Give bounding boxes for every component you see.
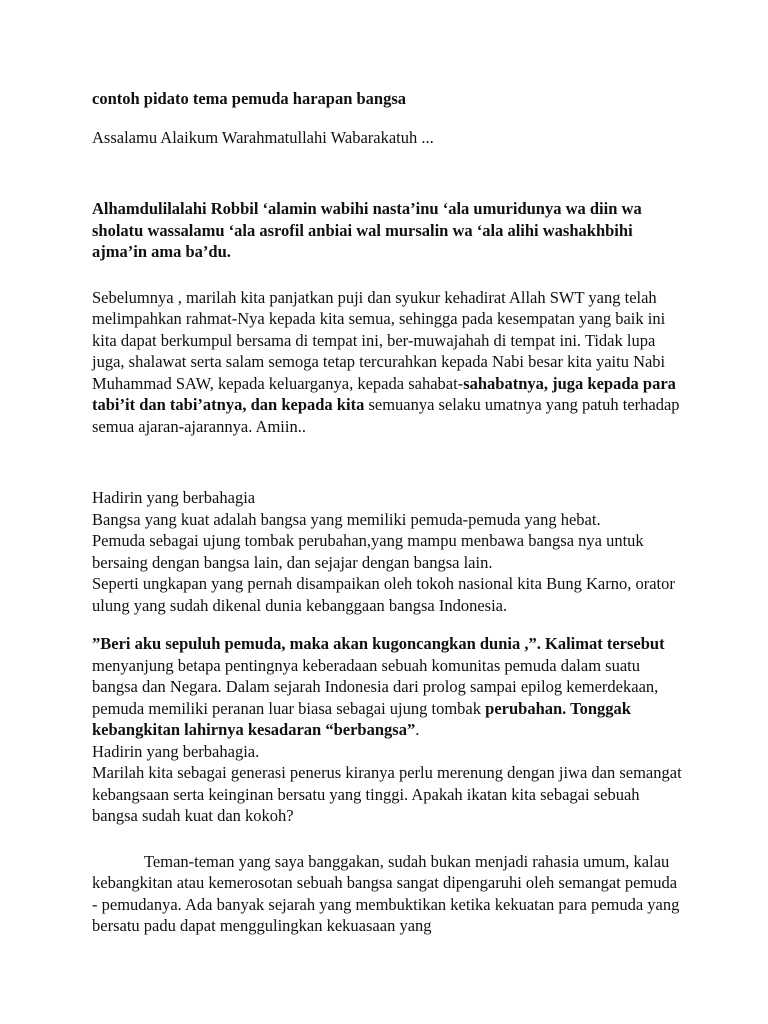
paragraph-3: Marilah kita sebagai generasi penerus kiranya perlu merenung dengan jiwa dan semangat kebangsaan serta keinginan bersatu yang tinggi. Apakah ikatan kita sebagai sebuah bangsa sudah kuat dan kokoh? (92, 763, 682, 825)
quote-text: menyanjung betapa pentingnya keberadaan sebuah komunitas pemuda dalam suatu bangsa dan Negara. Dalam sejarah Indonesia dari prolog sampai epilog kemerdekaan, pemuda memiliki peranan luar biasa sebagai ujung tombak (92, 655, 659, 718)
paragraph-1 (92, 287, 682, 438)
opening-paragraph: Alhamdulilalahi Robbil ‘alamin wabihi nasta’inu ‘ala umuridunya wa diin wa sholatu wassalamu ‘ala asrofil anbiai wal mursalin wa ‘ala alihi washakhbihi ajma’in ama ba’du. (92, 199, 642, 261)
salam-line: Assalamu Alaikum Warahmatullahi Wabarakatuh ... (92, 127, 434, 147)
quote-paragraph (92, 633, 682, 741)
paragraph-2-line-2: Pemuda sebagai ujung tombak perubahan,yang mampu menbawa bangsa nya untuk bersaing dengan bangsa lain, dan sejajar dengan bangsa lain. (92, 531, 644, 572)
paragraph-2-line-3: Seperti ungkapan yang pernah disampaikan oleh tokoh nasional kita Bung Karno, orator ulung yang sudah dikenal dunia kebanggaan bangsa Indonesia. (92, 574, 675, 615)
document-body (92, 88, 682, 937)
greeting-1: Hadirin yang berbahagia (92, 488, 256, 507)
quote-bold-2: perubahan. Tonggak kebangkitan lahirnya kesadaran “berbangsa” (92, 698, 631, 739)
document-title: contoh pidato tema pemuda harapan bangsa (92, 89, 407, 108)
paragraph-1-bold: sahabatnya, juga kepada para tabi’it dan tabi’atnya, dan kepada kita (92, 373, 676, 414)
quote-bold: ”Beri aku sepuluh pemuda, maka akan kugoncangkan dunia ,”. Kalimat tersebut (92, 634, 665, 653)
greeting-2: Hadirin yang berbahagia. (92, 741, 260, 761)
paragraph-2-line-1: Bangsa yang kuat adalah bangsa yang memiliki pemuda-pemuda yang hebat. (92, 509, 601, 529)
paragraph-1-end: semuanya selaku umatnya yang patuh terhadap semua ajaran-ajarannya. Amiin.. (92, 395, 680, 436)
quote-end: . (415, 720, 420, 739)
paragraph-1-text: Sebelumnya , marilah kita panjatkan puji dan syukur kehadirat Allah SWT yang telah melimpahkan rahmat-Nya kepada kita semua, sehingga pada kesempatan yang baik ini kita dapat berkumpul bersama di tempat ini, ber-muwajahah di tempat ini. Tidak lupa juga, shalawat serta salam semoga tetap tercurahkan kepada Nabi besar kita yaitu Nabi Muhammad SAW, kepada keluarganya, kepada sahabat- (92, 287, 666, 393)
paragraph-4: Teman-teman yang saya banggakan, sudah bukan menjadi rahasia umum, kalau kebangkitan atau kemerosotan sebuah bangsa sangat dipengaruhi oleh semangat pemuda - pemudanya. Ada banyak sejarah yang membuktikan ketika kekuatan para pemuda yang bersatu padu dapat menggulingkan kekuasaan yang (92, 851, 680, 935)
